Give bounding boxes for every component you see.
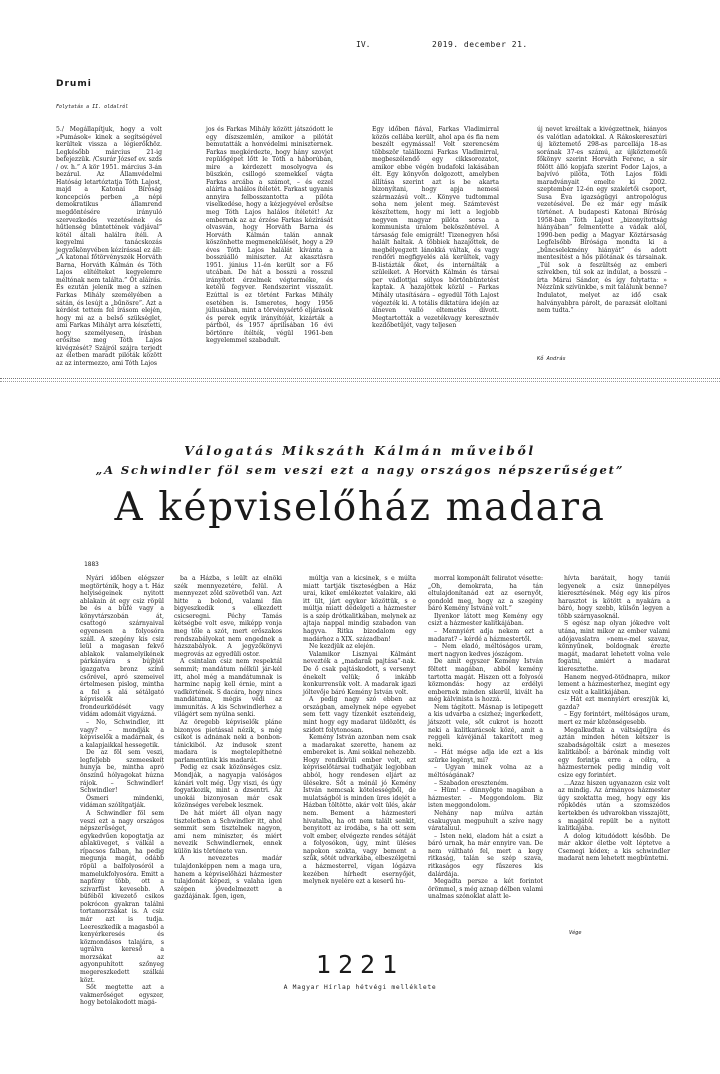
article-column-1: Nyári időben elégszer megtörténik, hogy a t. Ház helyiségeinek nyitott ablakain át egy csiz röpül be és a büfé vagy a könyvtárszobán át, csattogó szárnyaival egyenesen a folyosóra száll. A szegény kis csiz leül a magasan fekvő ablakok valamelyikének párkányára s bújbját igazgatva bronz színű csőrével, apró szemeivel értelmesen pislog, mintha a fel s alá sétálgató képviselők frondeurködését vagy vidám adomáit vigyázná. – No, Schwindler, itt vagy? – mondják a képviselők a madárnak, és a kalapjaikkal hessegetik. De az föl sem veszi, legfeljebb szemeeskeít hunyja be, mintha apró önszínű hólyagokat húzna rájok. – Schwindler! Schwindler! Ösmeri mindenki, vidáman szólítgatják. A Schwindler föl sem veszi ezt a nagy országos népszerűséget, egykedvűen kopogtatja az ablaküveget, s válkál a rípacsos falban, ha pedig megunja magát, odább röpül a balfolyosóról a mamelukfolyosóra. Emitt a napfény több, ott a szivarfüst kevesebb. A büfébõl kivezető csikos pokrócon gyakran találni tortamorzsákat is. A csiz már azt is tudja. Leereszkedik a magasból a kenyérkeresés és közmondásos talajára, s ugrálva kereső a morzsákat az agyonpuhított szőnyeg megereszkedett szálkái közt. Sőt megtette azt a vakmerőséget egyszer, hogy betolakodott magá- xyxy=(80,575,164,1007)
article-end-mark: Vége xyxy=(569,930,582,936)
section-title: Drumi xyxy=(56,79,92,89)
article-title: A képviselőház madara xyxy=(114,485,606,530)
article-column-5: hívta barátait, hogy tanúi legyenek a csiz ünnepélyes kieresztésének. Még egy kis piros harasztot is kötött a nyakára a báró, hogy szebb, külsőn legyen a több szárnyasoknál. S egész nap olyan jókedve volt utána, mint mikor az ember valami adójavaslatra »nem«-mel szavaz, könnyűnek, boldognak érezte magát, madarat lehetett volna vele fogatni, amiért a madarat kieresztethe. Hanem negyed-ötödnapra, mikor lement a házmesterhez, megint egy csiz volt a kalitkájában. – Hát ezt mennyiért ereszjük ki, gazda? – Egy forintért, méltóságos uram, mert ez már közönségesebb. Megalkudtak a váltságdíjra és aztán minden héten kétszer is szabadságolták csizt a mesezes kalitkából: a bárónak mindig volt egy forintja erre a célra, a házmesternek pedig mindig volt csize egy forintért. …Azaz hiszen ugyanazon csiz volt az mindig. Az ármányos házmester úgy szoktatta meg, hogy egy kis röpködés után a szomszédos kertekben és udvarokban visszajött, s magától repült be a nyitott kalitkájába. A dolog kitudódott később. De már akkor életbe volt léptetve a Csemegi kódex; a kis schwindler madarat nem lehetett megbüntetni. xyxy=(558,575,670,863)
article-kicker: Válogatás Mikszáth Kálmán műveiből xyxy=(184,443,536,458)
page-number: 1221 xyxy=(315,950,405,979)
article-column-3: múltja van a kicsinek, s e múlta miatt tartják tiszteségben a Ház urai, kiket emlékeztet valakire, aki itt ült, járt egykor közöttük, s e múltja miatt dédelgeti a házmester is a szép drótkalitkában, melynek az ajtaja nappal mindig szabadon van hagyva. Ritka bizodalom egy madárhoz a XIX. században! Ne kezdjük az elején. Valamikor Lisznyai Kálmánt nevezték a „madarak pajtása”-nak. De ő csak pajtáskodott, s versenyt énekelt velük; ő inkább konkurrensük volt. A madarak igazi jóltevője báró Kemény István volt. A pedig nagy szó ebben az országban, amelynek népe egyebet sem tett vagy tizenkét esztendeig, mint hogy egy madarat üldözött, és szidott folytonosan. Kemény István azonban nem csak a madarakat szerette, hanem az embereket is. Ami sokkal nehezebb. Hogy rendkívüli ember volt, ezt képviselőtársai tudhatják legjobban abból, hogy rendesen eljárt az ülésekre. Sőt a ménál jó Kemény István nemcsak kötelességből, de mulatságból is minden üres idejét a Házban töltötte, akár volt ülés, akár nem. Bement a házmesteri hivatalba, ha ott nem talált senkit, benyitott az irodába, s ha ott sem volt ember, elvégezte rendes sétáját a folyosókon, úgy, mint üléses napokon szokta, vagy bement a szűk, sötét udvarkába, elbeszélgetni a házmesterrel, vígan lógázva kezében hírhedt esernyőjét, melynek nyelére ezt a keserű hu- xyxy=(303,575,416,886)
article-subkicker: „A Schwindler föl sem veszi ezt a nagy országos népszerűséget” xyxy=(95,463,625,477)
page-footer: A Magyar Hírlap hétvégi melléklete xyxy=(283,984,437,991)
author-signature: Kő András xyxy=(537,356,566,362)
drumi-column-4: új nevet kreáltak a kivégzettnek, hiányos és valótlan adatokkal. A Rákoskeresztúri új köztemető 298-as parcellája 18-as sorának 37-es számú, az újköztemetői főkönyv szerint Horváth Ferenc, a sír fölött álló kopjafa szerint Fodor Lajos, a bajvívó pilóta, Tóth Lajos földi maradványait emelte ki 2002. szeptember 12-én egy szakértői csoport, Susa Éva igazságügyi antropológus vezetésével. De ez már egy másik történet. A budapesti Katonai Bíróság 1958-ban Tóth Lajost „bizonyítottság hiányában” felmentette a vádak alól, 1990-ben pedig a Magyar Köztársaság Legfelsőbb Bírósága mondta ki a „bűncselekmény hiányát” és adott mentesítést a hős pilótának és társainak. „Túl sok a feszültség az emberi szívekben, túl sok az indulat, a bosszú – írta Márai Sándor, és így folytatta: » Nézzünk szívünkbe, s mit találunk benne? Indulatot, melyet az idő csak halványabbra párolt, de parazsát eloltani nem tudta.” xyxy=(537,126,667,315)
article-column-4: morral komponált feliratot vésette: „Oh, demokrata, ha tán eltulajdonítanád ezt az esernyőt, gondold meg, hogy az a szegény báró Kemény Istváné volt.” Ilyenkor látott meg Kemény egy csizt a házmester kalitkájában. – Mennyiért adja nekem ezt a madarat? – kérdé a házmestertől. – Nem eladó, méltóságos uram, mert nagyon kedves jószágom. De amit egyszer Kemény István föltett magában, abból kemény tartotta magát. Hiszen ott a folyosói közmondás: hogy az erdélyi embernek minden sikerül, kivált ha még kálvinista is hozzá. Nem tágított. Másnap is letipegett a kis udvarba a csizhez; ingerkedett, játszott vele, sőt cukrot is hozott neki a kalitkarácsok közé, amit a reggeli kávéjánál takarított meg neki. – Hát mégse adja ide ezt a kis szürke legényt, mi? – Ugyan minek volna az a méltóságának? – Szabadon ereszteném. – Hüm! – dünnyögte magában a házmester. – Meggondolom. Biz isten meggondolom. Nehány nap múlva aztán csakugyan megpuhult a szíve nagy várataluul. – Isten neki, eladom hát a csizt a báró urnak, ha már ennyire van. De nem váltható fel, mert a kegy ritkaság, talán se szép szava, ritkaságos egy fűszeres kis dalárdája. Megadta persze a két forintot örömmel, s még aznap délben valami unalmas szónoklat alatt le- xyxy=(428,575,543,901)
drumi-column-3: Egy időben fiával, Farkas Vladimirral közös cellába került, ahol apa és fia nem beszélt egymással! Volt szerencsém többször találkozni Farkas Vladimirral, megbeszélendő egy cikksorozatot, amikor ebbe végén budafoki lakásában élt. Egy könyvön dolgozott, amelyben állítása szerint azt is be akarta bizonyítani, hogy apja nemesi származású volt… Könyve tudtommal soha nem jelent meg. Számtevést készítettem, hogy mi lett a legjobb negyven magyar pilóta sorsa a kommunista uralom beköszöntével. A társaság fele emigrált! Tizenegyen hősi halált haltak. A többiek hazajöttek, de megbélyegzett lánokká váltak, és vagy rendőri megfigyelés alá kerültek, vagy B-listázták őket, és internálták a szüleiket. A Horváth Kálmán és társai per vádlottjai súlyos börtönbüntetést kaptak. A hazajöttek közül – Farkas Mihály utasítására – egyedül Tóth Lajost végezték ki. A totális diktatúra idején az álneven valló eltemetés dívott. Megtartották a vezetékvagy keresztnév kezdőbetűjét, vagy teljesen xyxy=(372,126,499,330)
drumi-column-2: jos és Farkas Mihály között játszódott le egy díszszemlén, amikor a pilótát bemutatták a honvédelmi miniszternek. Farkas megkérdezte, hogy hány szovjet repülőgépet lőtt le Tóth a háborúban, mire a kérdezett mosolyogva és büszkén, csillogó szemekkel vágta Farkas arcába a számot, – és ezzel aláírta a halálos ítéletét. Farkast ugyanis annyira felbosszantotta a pilóta viselkedése, hogy a kézjegyével erősítse meg Tóth Lajos halálos ítéletét! Az embernek az az érzése Farkas kézírását olvasván, hogy Horváth Barna és Horváth Kálmán talán annak köszönhette megmenekülését, hogy a 29 éves Tóth Lajos halálát kívánta a bosszúálló miniszter. Az akasztásra 1951. június 11-én került sor a Fő utcában. De hát a bosszú a rosszul irányított érzelmek végterméke, és ketélű fegyver. Rendszerint visszaüt. Ezúttal is ez történt Farkas Mihály esetében is. Ismeretes, hogy 1956 júliusában, mint a törvénysértő eljárások és perek egyik irányítóját, kizárták a pártból, és 1957 áprilisában 16 évi börtönre ítélték, végül 1961-ben kegyelemmel szabadult. xyxy=(206,126,333,345)
page-issue-number: IV. xyxy=(356,40,371,49)
article-column-2: ba a Házba, s leült az elnöki szék mennyezetére, felül. A mennyezet zöld szövetből van. Azt hitte a bolond, valami fán bigyeszkedik s elkezdett csicseregni. Péchy Tamás kétségbe volt esve, miképp vonja meg tőle a szót, mert erőszakos rendszabályokat nem engednek a házszabályok. A jegyzőkönyvi megrovás az egyedüli ostor. A csintalan csiz nem respektál semmit; mandátum nélkül jár-kél itt, ahol még a mandátumnak is harminc napig kell érnie, mint a vadkörtének. S dacára, hogy nincs mandátuma, mégis védi az immunitás. A kis Schwindlerhez a világért sem nyúlna senki. Az öregebb képviselők pláne bizonyos pietással nézik, s még csíkot is adnának neki a bonbon-tánickiból. Az indusok szent madara is megtelepíthetné parlamentünk kis madarát. Pedig ez csak közönséges csiz. Mondják, a nagyapja valóságos kánári volt még. Úgy viszi, és úgy fogyatkozik, mint a dzsentri. Az unokái bizonyosan már csak közönséges verebek lesznek. De hát miért áll olyan nagy tiszteletben a Schwindler itt, ahol semmit sem tisztelnek nagyon, ami nem miniszter, és miért nevezik Schwindlernek, ennek külön kis története van. A nevezetes madár tulajdonképpen nem a maga ura, hanem a képviselőházi házmester tulajdonát képezi, s valaha igen szépen jövedelmezett a gazdájának. Igen, igen, xyxy=(174,575,282,901)
section-divider-second xyxy=(0,381,720,382)
continuation-note: Folytatás a II. oldalról xyxy=(56,104,129,110)
section-divider xyxy=(0,378,720,379)
issue-date: 2019. december 21. xyxy=(432,40,528,49)
article-year: 1883 xyxy=(84,561,99,568)
drumi-column-1: 5./ Megállapítjuk, hogy a volt »Pumások« kinek a segítségével kerültek vissza a légierőkhöz. Legkésőbb március 21-ig befejezzük. /Csurár József ev. szds / ov. h.” A kör 1951. március 3-án bezárul. Az Államvédelmi Hatóság letartóztatja Tóth Lajost, majd a Katonai Bíróság koncepciós perben „a népi demokratikus államrend megdöntésére irányuló szervezkedés vezetésének és hűtlenség bűntettének vádjával” kötél általi halálra ítéli. A kegyelmi tanácskozás jegyzőkönyvében kézírással ez áll: „A katonai főtörvényszék Horváth Barna, Horváth Kálmán és Tóth Lajos elítélteket kegyelemre méltónak nem találta.” Öt aláírás. És ezután jelenik meg a színen Farkas Mihály személyében a sátán, és lesújt a „bűnösre”. Azt a kérdést tettem fel írásom elején, hogy mi az a belső szükséglet, ami Farkas Mihályt arra késztetti, hogy személyesen, írásban erősítse meg Tóth Lajos kivégzését? Szájról szájra terjedt az életben maradt pilóták között az az intermezzo, ami Tóth Lajos xyxy=(56,126,162,367)
